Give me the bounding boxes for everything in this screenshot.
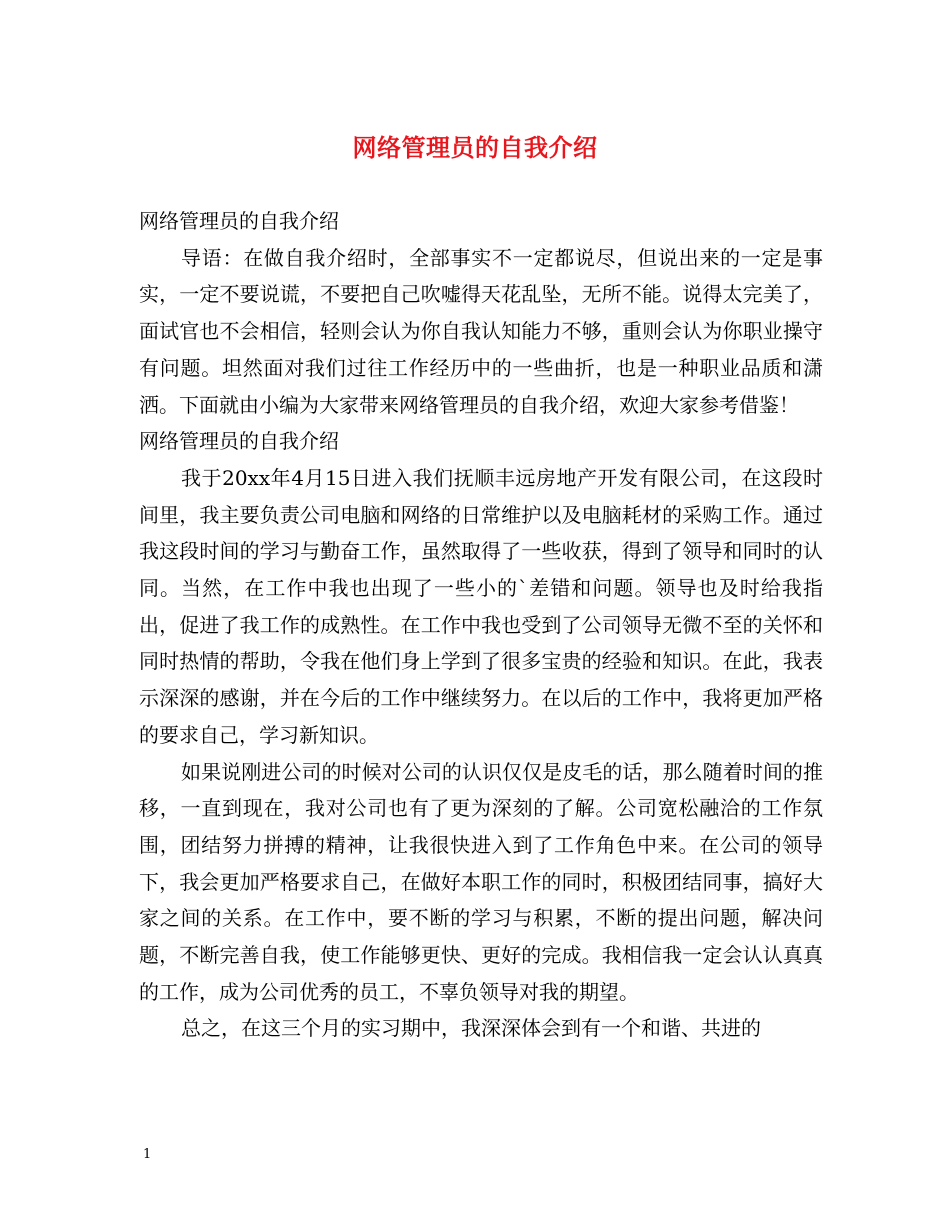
section-heading: 网络管理员的自我介绍 bbox=[139, 429, 339, 454]
intro-paragraph: 导语：在做自我介绍时，全部事实不一定都说尽，但说出来的一定是事实，一定不要说谎，不要把自己吹嘘得天花乱坠，无所不能。说得太完美了，面试官也不会相信，轻则会认为你自我认知能力不够，重则会认为你职业操守有问题。坦然面对我们过往工作经历中的一些曲折，也是一种职业品质和潇洒。下面就由小编为大家带来网络管理员的自我介绍，欢迎大家参考借鉴！ bbox=[139, 245, 823, 417]
body-paragraph: 总之，在这三个月的实习期中，我深深体会到有一个和谐、共进的 bbox=[181, 1016, 761, 1041]
document-body bbox=[139, 203, 823, 1047]
section-heading: 网络管理员的自我介绍 bbox=[139, 209, 339, 233]
page-number: 1 bbox=[143, 1147, 152, 1162]
body-paragraph: 如果说刚进公司的时候对公司的认识仅仅是皮毛的话，那么随着时间的推移，一直到现在，我对公司也有了更为深刻的了解。公司宽松融洽的工作氛围，团结努力拼搏的精神，让我很快进入到了工作角色中来。在公司的领导下，我会更加严格要求自己，在做好本职工作的同时，积极团结同事，搞好大家之间的关系。在工作中，要不断的学习与积累，不断的提出问题，解决问题，不断完善自我，使工作能够更快、更好的完成。我相信我一定会认认真真的工作，成为公司优秀的员工，不辜负领导对我的期望。 bbox=[139, 759, 823, 1004]
body-paragraph: 我于20xx年4月15日进入我们抚顺丰远房地产开发有限公司，在这段时间里，我主要负责公司电脑和网络的日常维护以及电脑耗材的采购工作。通过我这段时间的学习与勤奋工作，虽然取得了一些收获，得到了领导和同时的认同。当然，在工作中我也出现了一些小的`差错和问题。领导也及时给我指出，促进了我工作的成熟性。在工作中我也受到了公司领导无微不至的关怀和同时热情的帮助，令我在他们身上学到了很多宝贵的经验和知识。在此，我表示深深的感谢，并在今后的工作中继续努力。在以后的工作中，我将更加严格的要求自己，学习新知识。 bbox=[139, 465, 823, 747]
document-title: 网络管理员的自我介绍 bbox=[352, 133, 598, 162]
